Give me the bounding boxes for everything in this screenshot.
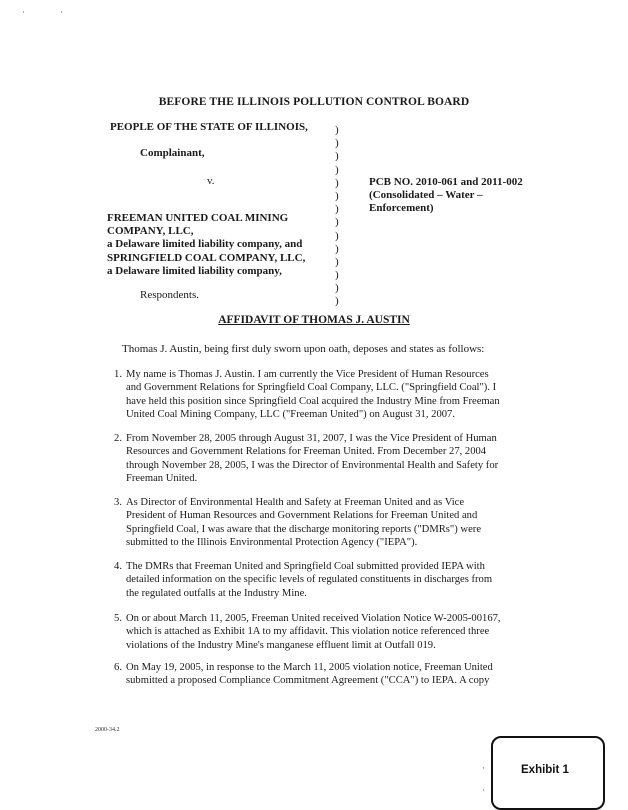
case-type: Enforcement) (369, 202, 434, 215)
case-consolidated: (Consolidated – Water – (369, 189, 483, 202)
paragraph-line: Resources and Government Relations for Freeman United. From December 27, 2004 (126, 446, 487, 458)
respondents-label-wrap (140, 289, 199, 302)
paren: ) (335, 124, 339, 136)
paragraph-line: My name is Thomas J. Austin. I am currently the Vice President of Human Resources (126, 369, 489, 380)
scan-speck: · (22, 7, 25, 17)
paragraph-line: submitted to the Illinois Environmental Protection Agency ("IEPA"). (126, 537, 418, 549)
people-of-state: PEOPLE OF THE STATE OF ILLINOIS, (110, 121, 308, 133)
paragraph-number: 4. (114, 561, 122, 572)
paren: ) (335, 163, 339, 176)
scan-speck: · (482, 785, 485, 795)
intro-statement: Thomas J. Austin, being first duly sworn upon oath, deposes and states as follows: (122, 343, 485, 355)
paragraph-line: As Director of Environmental Health and Safety at Freeman United and as Vice (126, 497, 465, 508)
respondent-2-desc: a Delaware limited liability company, (107, 264, 282, 277)
paren: ) (335, 282, 339, 295)
exhibit-label: Exhibit 1 (521, 764, 569, 776)
case-number-block (369, 176, 523, 216)
paren: ) (335, 295, 339, 308)
versus-wrap (207, 175, 215, 188)
respondent-1-line1: FREEMAN UNITED COAL MINING (107, 212, 289, 224)
paragraph-number: 3. (114, 497, 122, 508)
paragraph-line: the regulated outfalls at the Industry Mine. (126, 587, 307, 599)
paragraph-number: 2. (114, 433, 122, 444)
paren: ) (335, 150, 339, 163)
paragraph-number: 6. (114, 662, 122, 673)
paragraph-line: On or about March 11, 2005, Freeman United received Violation Notice W-2005-00167, (126, 613, 501, 624)
paren: ) (335, 229, 339, 242)
paren: ) (335, 137, 339, 150)
respondent-1-desc: a Delaware limited liability company, and (107, 238, 303, 251)
paragraph-line: The DMRs that Freeman United and Springfield Coal submitted provided IEPA with (126, 561, 485, 572)
paragraph-number: 5. (114, 613, 122, 624)
caption-parentheses (335, 124, 339, 309)
caption-complainant-party (110, 121, 308, 134)
paren: ) (335, 269, 339, 282)
scan-speck: · (482, 763, 485, 773)
paren: ) (335, 255, 339, 268)
paragraph-number: 1. (114, 369, 122, 380)
affidavit-heading: AFFIDAVIT OF THOMAS J. AUSTIN (218, 314, 410, 326)
scan-speck: · (60, 7, 63, 17)
versus-label: v. (207, 175, 215, 187)
exhibit-sticker (491, 736, 605, 810)
paragraph-line: Freeman United. (126, 473, 198, 485)
caption-respondents (107, 212, 305, 278)
paragraph-line: Springfield Coal, I was aware that the discharge monitoring reports ("DMRs") were (126, 523, 482, 535)
complainant-label-wrap (140, 147, 205, 160)
paren: ) (335, 176, 339, 189)
document-code: 2000-34.2 (95, 727, 120, 733)
complainant-label: Complainant, (140, 147, 205, 159)
case-number: PCB NO. 2010-061 and 2011-002 (369, 176, 523, 188)
document-title: BEFORE THE ILLINOIS POLLUTION CONTROL BOARD (158, 96, 470, 108)
paragraph-line: From November 28, 2005 through August 31, 2007, I was the Vice President of Human (126, 433, 497, 444)
respondents-label: Respondents. (140, 289, 199, 301)
paragraph-line: detailed information on the specific levels of regulated constituents in discharges from (126, 574, 493, 586)
paragraph-line: and Government Relations for Springfield Coal Company, LLC. ("Springfield Coal"). I (126, 382, 497, 394)
paren: ) (335, 189, 339, 202)
paragraph-line: United Coal Mining Company, LLC ("Freeman United") on August 31, 2007. (126, 409, 455, 421)
paragraph-line: submitted a proposed Compliance Commitment Agreement ("CCA") to IEPA. A copy (126, 675, 490, 687)
paragraph-line: which is attached as Exhibit 1A to my affidavit. This violation notice referenced three (126, 626, 490, 638)
respondent-2: SPRINGFIELD COAL COMPANY, LLC, (107, 251, 306, 264)
paragraph-line: On May 19, 2005, in response to the March 11, 2005 violation notice, Freeman United (126, 662, 493, 673)
paragraph-line: through November 28, 2005, I was the Director of Environmental Health and Safety for (126, 459, 499, 471)
paragraph-line: President of Human Resources and Government Relations for Freeman United and (126, 510, 478, 522)
paren: ) (335, 242, 339, 255)
paren: ) (335, 203, 339, 216)
respondent-1-line2: COMPANY, LLC, (107, 225, 194, 238)
paragraph-line: violations of the Industry Mine's manganese effluent limit at Outfall 019. (126, 639, 436, 651)
paragraph-line: have held this position since Springfield Coal acquired the Industry Mine from Freeman (126, 395, 500, 407)
paren: ) (335, 216, 339, 229)
